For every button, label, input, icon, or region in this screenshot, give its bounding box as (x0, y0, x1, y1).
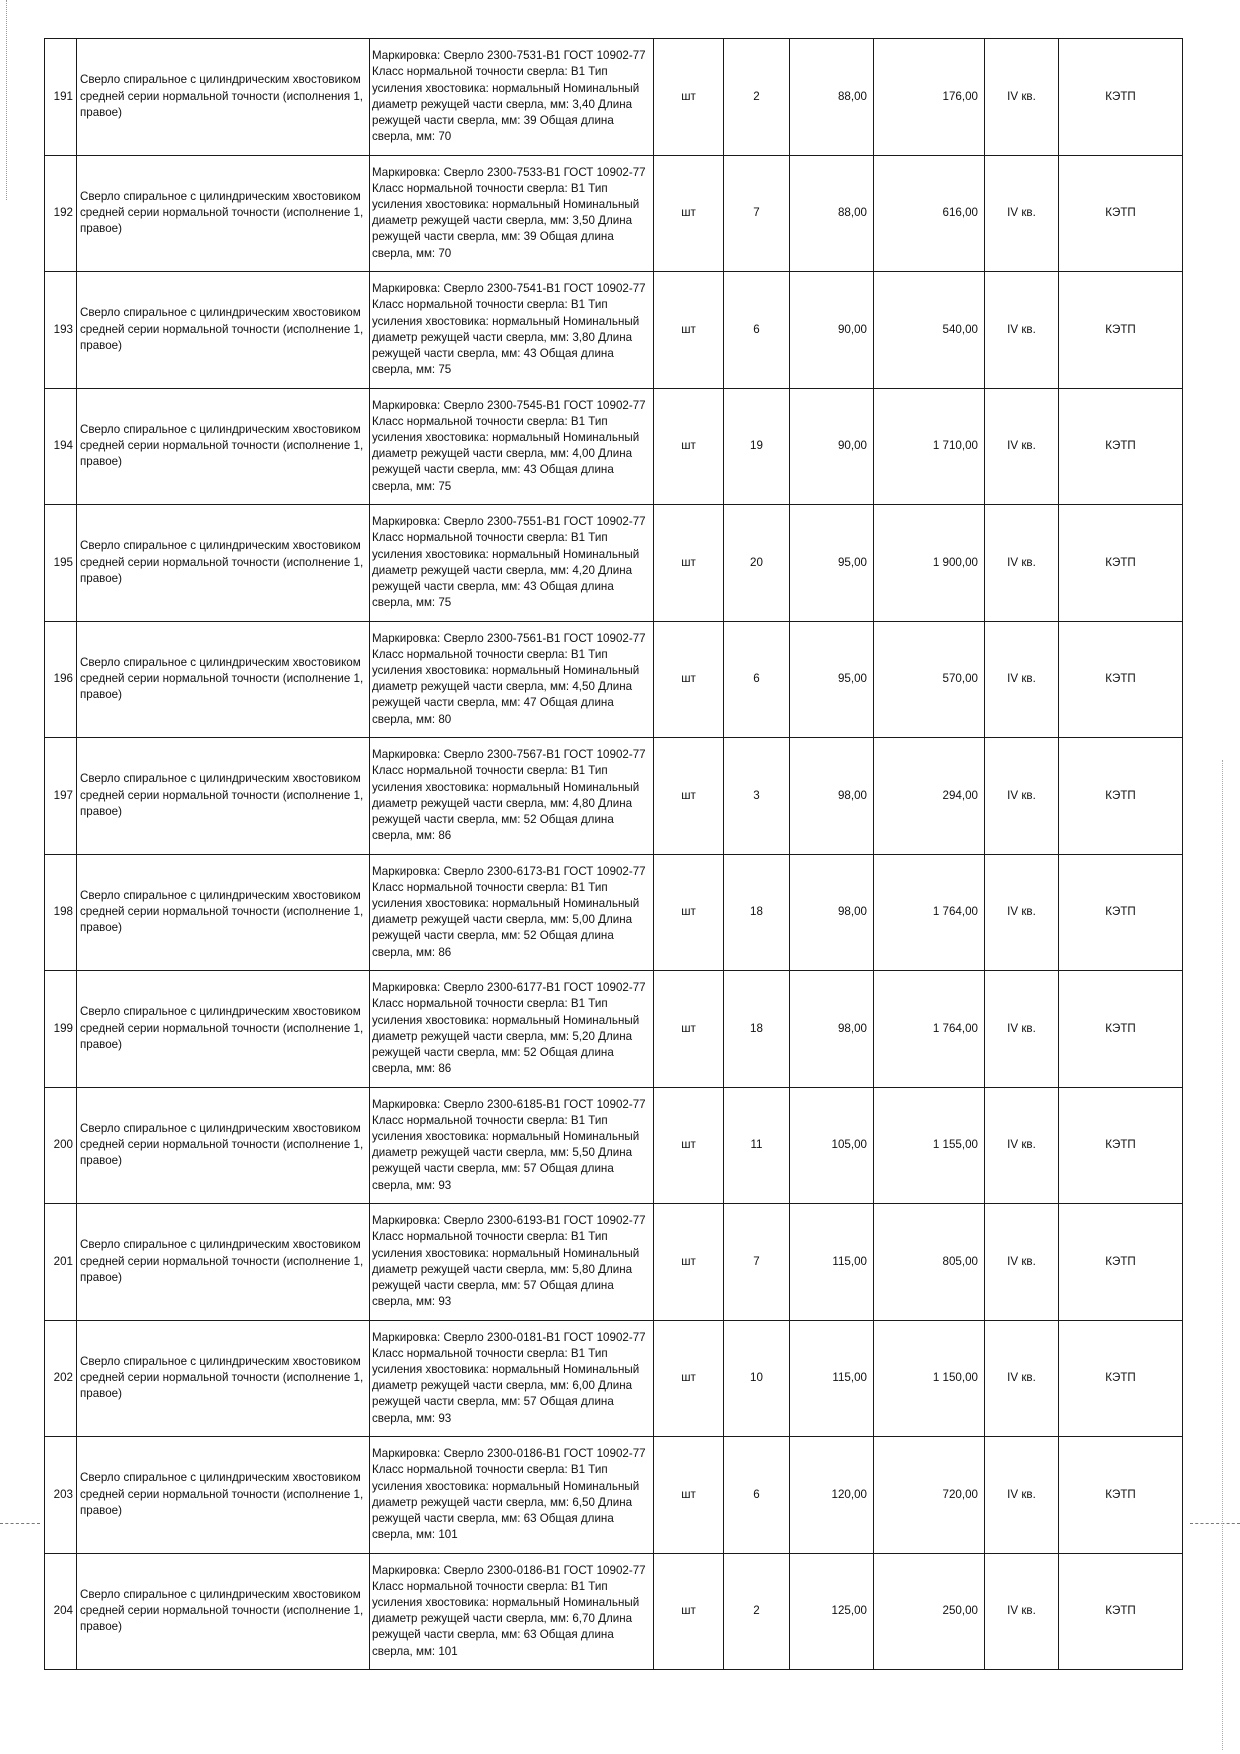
unit-price: 98,00 (790, 854, 874, 971)
total-sum: 1 710,00 (874, 388, 985, 505)
item-name: Сверло спиральное с цилиндрическим хвостовиком средней серии нормальной точности (исполнение 1, правое) (77, 1087, 370, 1204)
total-sum: 540,00 (874, 272, 985, 389)
supplier: КЭТП (1059, 39, 1183, 156)
quantity: 7 (724, 1204, 790, 1321)
table-row (45, 1320, 1183, 1437)
total-sum: 1 155,00 (874, 1087, 985, 1204)
total-sum: 1 150,00 (874, 1320, 985, 1437)
item-description: Маркировка: Сверло 2300-7541-В1 ГОСТ 10902-77 Класс нормальной точности сверла: В1 Тип усиления хвостовика: нормальный Номинальный диаметр режущей части сверла, мм: 3,80 Длина режущей части сверла, мм: 43 Общая длина сверла, мм: 75 (370, 272, 654, 389)
supplier: КЭТП (1059, 272, 1183, 389)
item-name: Сверло спиральное с цилиндрическим хвостовиком средней серии нормальной точности (исполнение 1, правое) (77, 1320, 370, 1437)
supplier: КЭТП (1059, 971, 1183, 1088)
delivery-quarter: IV кв. (985, 621, 1059, 738)
unit-price: 90,00 (790, 272, 874, 389)
quantity: 7 (724, 155, 790, 272)
supplier: КЭТП (1059, 621, 1183, 738)
supplier: КЭТП (1059, 1204, 1183, 1321)
item-name: Сверло спиральное с цилиндрическим хвостовиком средней серии нормальной точности (исполнение 1, правое) (77, 971, 370, 1088)
unit-of-measure: шт (654, 1320, 724, 1437)
unit-of-measure: шт (654, 1087, 724, 1204)
row-number: 199 (45, 971, 77, 1088)
total-sum: 176,00 (874, 39, 985, 156)
total-sum: 294,00 (874, 738, 985, 855)
table-row (45, 39, 1183, 156)
delivery-quarter: IV кв. (985, 738, 1059, 855)
row-number: 202 (45, 1320, 77, 1437)
item-description: Маркировка: Сверло 2300-6193-В1 ГОСТ 10902-77 Класс нормальной точности сверла: В1 Тип усиления хвостовика: нормальный Номинальный диаметр режущей части сверла, мм: 5,80 Длина режущей части сверла, мм: 57 Общая длина сверла, мм: 93 (370, 1204, 654, 1321)
scan-artifact (1190, 1523, 1240, 1524)
unit-of-measure: шт (654, 854, 724, 971)
unit-of-measure: шт (654, 1204, 724, 1321)
supplier: КЭТП (1059, 854, 1183, 971)
unit-price: 115,00 (790, 1204, 874, 1321)
unit-price: 115,00 (790, 1320, 874, 1437)
item-name: Сверло спиральное с цилиндрическим хвостовиком средней серии нормальной точности (исполнение 1, правое) (77, 155, 370, 272)
scan-artifact (0, 1523, 40, 1524)
item-name: Сверло спиральное с цилиндрическим хвостовиком средней серии нормальной точности (исполнение 1, правое) (77, 621, 370, 738)
supplier: КЭТП (1059, 1087, 1183, 1204)
table-row (45, 621, 1183, 738)
scan-artifact (1222, 760, 1224, 1750)
item-name: Сверло спиральное с цилиндрическим хвостовиком средней серии нормальной точности (исполнение 1, правое) (77, 505, 370, 622)
row-number: 198 (45, 854, 77, 971)
supplier: КЭТП (1059, 388, 1183, 505)
supplier: КЭТП (1059, 1320, 1183, 1437)
delivery-quarter: IV кв. (985, 1320, 1059, 1437)
unit-price: 95,00 (790, 505, 874, 622)
unit-price: 98,00 (790, 738, 874, 855)
table-row (45, 388, 1183, 505)
table-row (45, 738, 1183, 855)
item-name: Сверло спиральное с цилиндрическим хвостовиком средней серии нормальной точности (исполнение 1, правое) (77, 388, 370, 505)
row-number: 194 (45, 388, 77, 505)
quantity: 10 (724, 1320, 790, 1437)
unit-price: 120,00 (790, 1437, 874, 1554)
item-name: Сверло спиральное с цилиндрическим хвостовиком средней серии нормальной точности (исполнение 1, правое) (77, 738, 370, 855)
specification-table (44, 38, 1183, 1670)
item-description: Маркировка: Сверло 2300-0186-В1 ГОСТ 10902-77 Класс нормальной точности сверла: В1 Тип усиления хвостовика: нормальный Номинальный диаметр режущей части сверла, мм: 6,70 Длина режущей части сверла, мм: 63 Общая длина сверла, мм: 101 (370, 1553, 654, 1670)
row-number: 192 (45, 155, 77, 272)
item-name: Сверло спиральное с цилиндрическим хвостовиком средней серии нормальной точности (исполнение 1, правое) (77, 1553, 370, 1670)
unit-of-measure: шт (654, 388, 724, 505)
delivery-quarter: IV кв. (985, 272, 1059, 389)
total-sum: 720,00 (874, 1437, 985, 1554)
delivery-quarter: IV кв. (985, 1204, 1059, 1321)
table-row (45, 1437, 1183, 1554)
unit-of-measure: шт (654, 39, 724, 156)
item-description: Маркировка: Сверло 2300-7561-В1 ГОСТ 10902-77 Класс нормальной точности сверла: В1 Тип усиления хвостовика: нормальный Номинальный диаметр режущей части сверла, мм: 4,50 Длина режущей части сверла, мм: 47 Общая длина сверла, мм: 80 (370, 621, 654, 738)
item-description: Маркировка: Сверло 2300-6177-В1 ГОСТ 10902-77 Класс нормальной точности сверла: В1 Тип усиления хвостовика: нормальный Номинальный диаметр режущей части сверла, мм: 5,20 Длина режущей части сверла, мм: 52 Общая длина сверла, мм: 86 (370, 971, 654, 1088)
total-sum: 1 764,00 (874, 971, 985, 1088)
row-number: 197 (45, 738, 77, 855)
total-sum: 570,00 (874, 621, 985, 738)
unit-price: 88,00 (790, 155, 874, 272)
quantity: 18 (724, 854, 790, 971)
unit-of-measure: шт (654, 505, 724, 622)
unit-of-measure: шт (654, 1437, 724, 1554)
item-description: Маркировка: Сверло 2300-7545-В1 ГОСТ 10902-77 Класс нормальной точности сверла: В1 Тип усиления хвостовика: нормальный Номинальный диаметр режущей части сверла, мм: 4,00 Длина режущей части сверла, мм: 43 Общая длина сверла, мм: 75 (370, 388, 654, 505)
table-row (45, 155, 1183, 272)
table-row (45, 1204, 1183, 1321)
item-name: Сверло спиральное с цилиндрическим хвостовиком средней серии нормальной точности (исполнение 1, правое) (77, 1437, 370, 1554)
unit-of-measure: шт (654, 155, 724, 272)
row-number: 195 (45, 505, 77, 622)
item-name: Сверло спиральное с цилиндрическим хвостовиком средней серии нормальной точности (исполнение 1, правое) (77, 272, 370, 389)
unit-price: 88,00 (790, 39, 874, 156)
table-row (45, 1553, 1183, 1670)
total-sum: 805,00 (874, 1204, 985, 1321)
delivery-quarter: IV кв. (985, 854, 1059, 971)
supplier: КЭТП (1059, 155, 1183, 272)
total-sum: 1 900,00 (874, 505, 985, 622)
item-name: Сверло спиральное с цилиндрическим хвостовиком средней серии нормальной точности (исполнение 1, правое) (77, 854, 370, 971)
table-row (45, 854, 1183, 971)
delivery-quarter: IV кв. (985, 39, 1059, 156)
delivery-quarter: IV кв. (985, 1553, 1059, 1670)
row-number: 203 (45, 1437, 77, 1554)
quantity: 2 (724, 39, 790, 156)
total-sum: 1 764,00 (874, 854, 985, 971)
item-description: Маркировка: Сверло 2300-6173-В1 ГОСТ 10902-77 Класс нормальной точности сверла: В1 Тип усиления хвостовика: нормальный Номинальный диаметр режущей части сверла, мм: 5,00 Длина режущей части сверла, мм: 52 Общая длина сверла, мм: 86 (370, 854, 654, 971)
quantity: 20 (724, 505, 790, 622)
row-number: 196 (45, 621, 77, 738)
supplier: КЭТП (1059, 1437, 1183, 1554)
unit-price: 105,00 (790, 1087, 874, 1204)
unit-of-measure: шт (654, 272, 724, 389)
quantity: 18 (724, 971, 790, 1088)
unit-price: 125,00 (790, 1553, 874, 1670)
delivery-quarter: IV кв. (985, 505, 1059, 622)
table-row (45, 505, 1183, 622)
table-body (45, 39, 1183, 1670)
delivery-quarter: IV кв. (985, 388, 1059, 505)
table-row (45, 272, 1183, 389)
unit-of-measure: шт (654, 738, 724, 855)
row-number: 191 (45, 39, 77, 156)
quantity: 6 (724, 272, 790, 389)
delivery-quarter: IV кв. (985, 971, 1059, 1088)
table-row (45, 971, 1183, 1088)
row-number: 193 (45, 272, 77, 389)
item-description: Маркировка: Сверло 2300-0186-В1 ГОСТ 10902-77 Класс нормальной точности сверла: В1 Тип усиления хвостовика: нормальный Номинальный диаметр режущей части сверла, мм: 6,50 Длина режущей части сверла, мм: 63 Общая длина сверла, мм: 101 (370, 1437, 654, 1554)
delivery-quarter: IV кв. (985, 155, 1059, 272)
unit-of-measure: шт (654, 971, 724, 1088)
item-name: Сверло спиральное с цилиндрическим хвостовиком средней серии нормальной точности (исполнение 1, правое) (77, 1204, 370, 1321)
item-name: Сверло спиральное с цилиндрическим хвостовиком средней серии нормальной точности (исполнения 1, правое) (77, 39, 370, 156)
unit-price: 98,00 (790, 971, 874, 1088)
item-description: Маркировка: Сверло 2300-0181-В1 ГОСТ 10902-77 Класс нормальной точности сверла: В1 Тип усиления хвостовика: нормальный Номинальный диаметр режущей части сверла, мм: 6,00 Длина режущей части сверла, мм: 57 Общая длина сверла, мм: 93 (370, 1320, 654, 1437)
total-sum: 250,00 (874, 1553, 985, 1670)
item-description: Маркировка: Сверло 2300-7531-В1 ГОСТ 10902-77 Класс нормальной точности сверла: В1 Тип усиления хвостовика: нормальный Номинальный диаметр режущей части сверла, мм: 3,40 Длина режущей части сверла, мм: 39 Общая длина сверла, мм: 70 (370, 39, 654, 156)
row-number: 201 (45, 1204, 77, 1321)
delivery-quarter: IV кв. (985, 1437, 1059, 1554)
unit-price: 95,00 (790, 621, 874, 738)
item-description: Маркировка: Сверло 2300-6185-В1 ГОСТ 10902-77 Класс нормальной точности сверла: В1 Тип усиления хвостовика: нормальный Номинальный диаметр режущей части сверла, мм: 5,50 Длина режущей части сверла, мм: 57 Общая длина сверла, мм: 93 (370, 1087, 654, 1204)
total-sum: 616,00 (874, 155, 985, 272)
row-number: 204 (45, 1553, 77, 1670)
supplier: КЭТП (1059, 738, 1183, 855)
item-description: Маркировка: Сверло 2300-7533-В1 ГОСТ 10902-77 Класс нормальной точности сверла: В1 Тип усиления хвостовика: нормальный Номинальный диаметр режущей части сверла, мм: 3,50 Длина режущей части сверла, мм: 39 Общая длина сверла, мм: 70 (370, 155, 654, 272)
row-number: 200 (45, 1087, 77, 1204)
item-description: Маркировка: Сверло 2300-7551-В1 ГОСТ 10902-77 Класс нормальной точности сверла: В1 Тип усиления хвостовика: нормальный Номинальный диаметр режущей части сверла, мм: 4,20 Длина режущей части сверла, мм: 43 Общая длина сверла, мм: 75 (370, 505, 654, 622)
table-row (45, 1087, 1183, 1204)
delivery-quarter: IV кв. (985, 1087, 1059, 1204)
supplier: КЭТП (1059, 505, 1183, 622)
supplier: КЭТП (1059, 1553, 1183, 1670)
unit-of-measure: шт (654, 621, 724, 738)
quantity: 3 (724, 738, 790, 855)
quantity: 11 (724, 1087, 790, 1204)
quantity: 19 (724, 388, 790, 505)
item-description: Маркировка: Сверло 2300-7567-В1 ГОСТ 10902-77 Класс нормальной точности сверла: В1 Тип усиления хвостовика: нормальный Номинальный диаметр режущей части сверла, мм: 4,80 Длина режущей части сверла, мм: 52 Общая длина сверла, мм: 86 (370, 738, 654, 855)
unit-of-measure: шт (654, 1553, 724, 1670)
quantity: 6 (724, 621, 790, 738)
scan-artifact (6, 0, 9, 200)
unit-price: 90,00 (790, 388, 874, 505)
quantity: 6 (724, 1437, 790, 1554)
quantity: 2 (724, 1553, 790, 1670)
